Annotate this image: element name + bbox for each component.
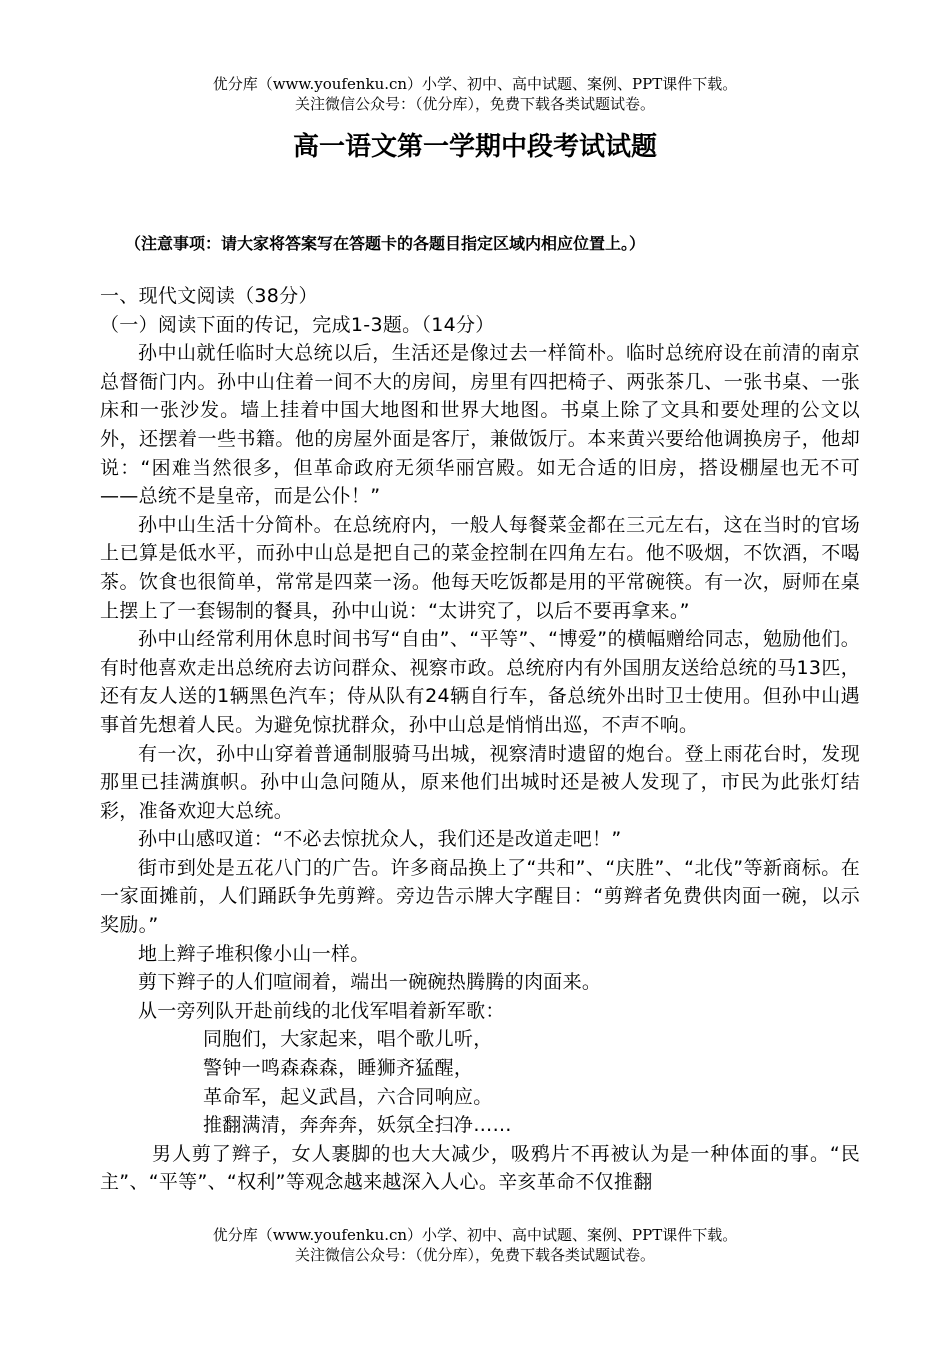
song-line: 推翻满清，奔奔奔，妖氛全扫净…… [203,1114,512,1137]
document-body [100,282,860,1197]
paragraph: 剪下辫子的人们喧闹着，端出一碗碗热腾腾的肉面来。 [138,971,602,994]
section-heading: 一、现代文阅读（38分） [100,285,318,307]
page-title: 高一语文第一学期中段考试试题 [292,132,657,162]
paragraph: 街市到处是五花八门的广告。许多商品换上了“共和”、“庆胜”、“北伐”等新商标。在一家面摊前，人们踊跃争先剪辫。旁边告示牌大字醒目：“剪辫者免费供肉面一碗，以示奖励。” [100,856,860,937]
paragraph: 孙中山就任临时大总统以后，生活还是像过去一样简朴。临时总统府设在前清的南京总督衙门内。孙中山住着一间不大的房间，房里有四把椅子、两张茶几、一张书桌、一张床和一张沙发。墙上挂着中国大地图和世界大地图。书桌上除了文具和要处理的公文以外，还摆着一些书籍。他的房屋外面是客厅，兼做饭厅。本来黄兴要给他调换房子，他却说：“困难当然很多，但革命政府无须华丽宫殿。如无合适的旧房，搭设棚屋也无不可——总统不是皇帝，而是公仆！” [100,342,860,508]
paragraph: 男人剪了辫子，女人裹脚的也大大减少，吸鸦片不再被认为是一种体面的事。“民主”、“平等”、“权利”等观念越来越深入人心。辛亥革命不仅推翻 [100,1142,860,1194]
footer-line-1: 优分库（www.youfenku.cn）小学、初中、高中试题、案例、PPT课件下载。 [212,1226,738,1244]
paragraph: 孙中山生活十分简朴。在总统府内，一般人每餐菜金都在三元左右，这在当时的官场上已算是低水平，而孙中山总是把自己的菜金控制在四角左右。他不吸烟，不饮酒，不喝茶。饮食也很简单，常常是四菜一汤。他每天吃饭都是用的平常碗筷。有一次，厨师在桌上摆上了一套锡制的餐具，孙中山说：“太讲究了，以后不要再拿来。” [100,513,860,622]
subsection-heading: （一）阅读下面的传记，完成1-3题。（14分） [100,313,495,336]
paragraph: 从一旁列队开赴前线的北伐军唱着新军歌： [138,999,505,1022]
footer-line-2: 关注微信公众号：（优分库），免费下载各类试题试卷。 [294,1246,655,1264]
paragraph: 有一次，孙中山穿着普通制服骑马出城，视察清时遗留的炮台。登上雨花台时，发现那里已挂满旗帜。孙中山急问随从，原来他们出城时还是被人发现了，市民为此张灯结彩，准备欢迎大总统。 [100,742,860,822]
song-line: 警钟一鸣森森森，睡狮齐猛醒， [203,1057,474,1080]
header-line-1: 优分库（www.youfenku.cn）小学、初中、高中试题、案例、PPT课件下载。 [212,75,738,93]
song-line: 革命军，起义武昌，六合同响应。 [203,1085,493,1108]
exam-notice: （注意事项：请大家将答案写在答题卡的各题目指定区域内相应位置上。） [125,234,646,253]
song-line: 同胞们，大家起来，唱个歌儿听， [203,1028,493,1051]
paragraph: 孙中山经常利用休息时间书写“自由”、“平等”、“博爱”的横幅赠给同志，勉励他们。有时他喜欢走出总统府去访问群众、视察市政。总统府内有外国朋友送给总统的马13匹，还有友人送的1辆黑色汽车；侍从队有24辆自行车，备总统外出时卫士使用。但孙中山遇事首先想着人民。为避免惊扰群众，孙中山总是悄悄出巡，不声不响。 [100,628,860,736]
header-line-2: 关注微信公众号：（优分库），免费下载各类试题试卷。 [294,95,655,113]
paragraph: 地上辫子堆积像小山一样。 [138,942,370,965]
paragraph: 孙中山感叹道：“不必去惊扰众人，我们还是改道走吧！” [138,828,622,851]
